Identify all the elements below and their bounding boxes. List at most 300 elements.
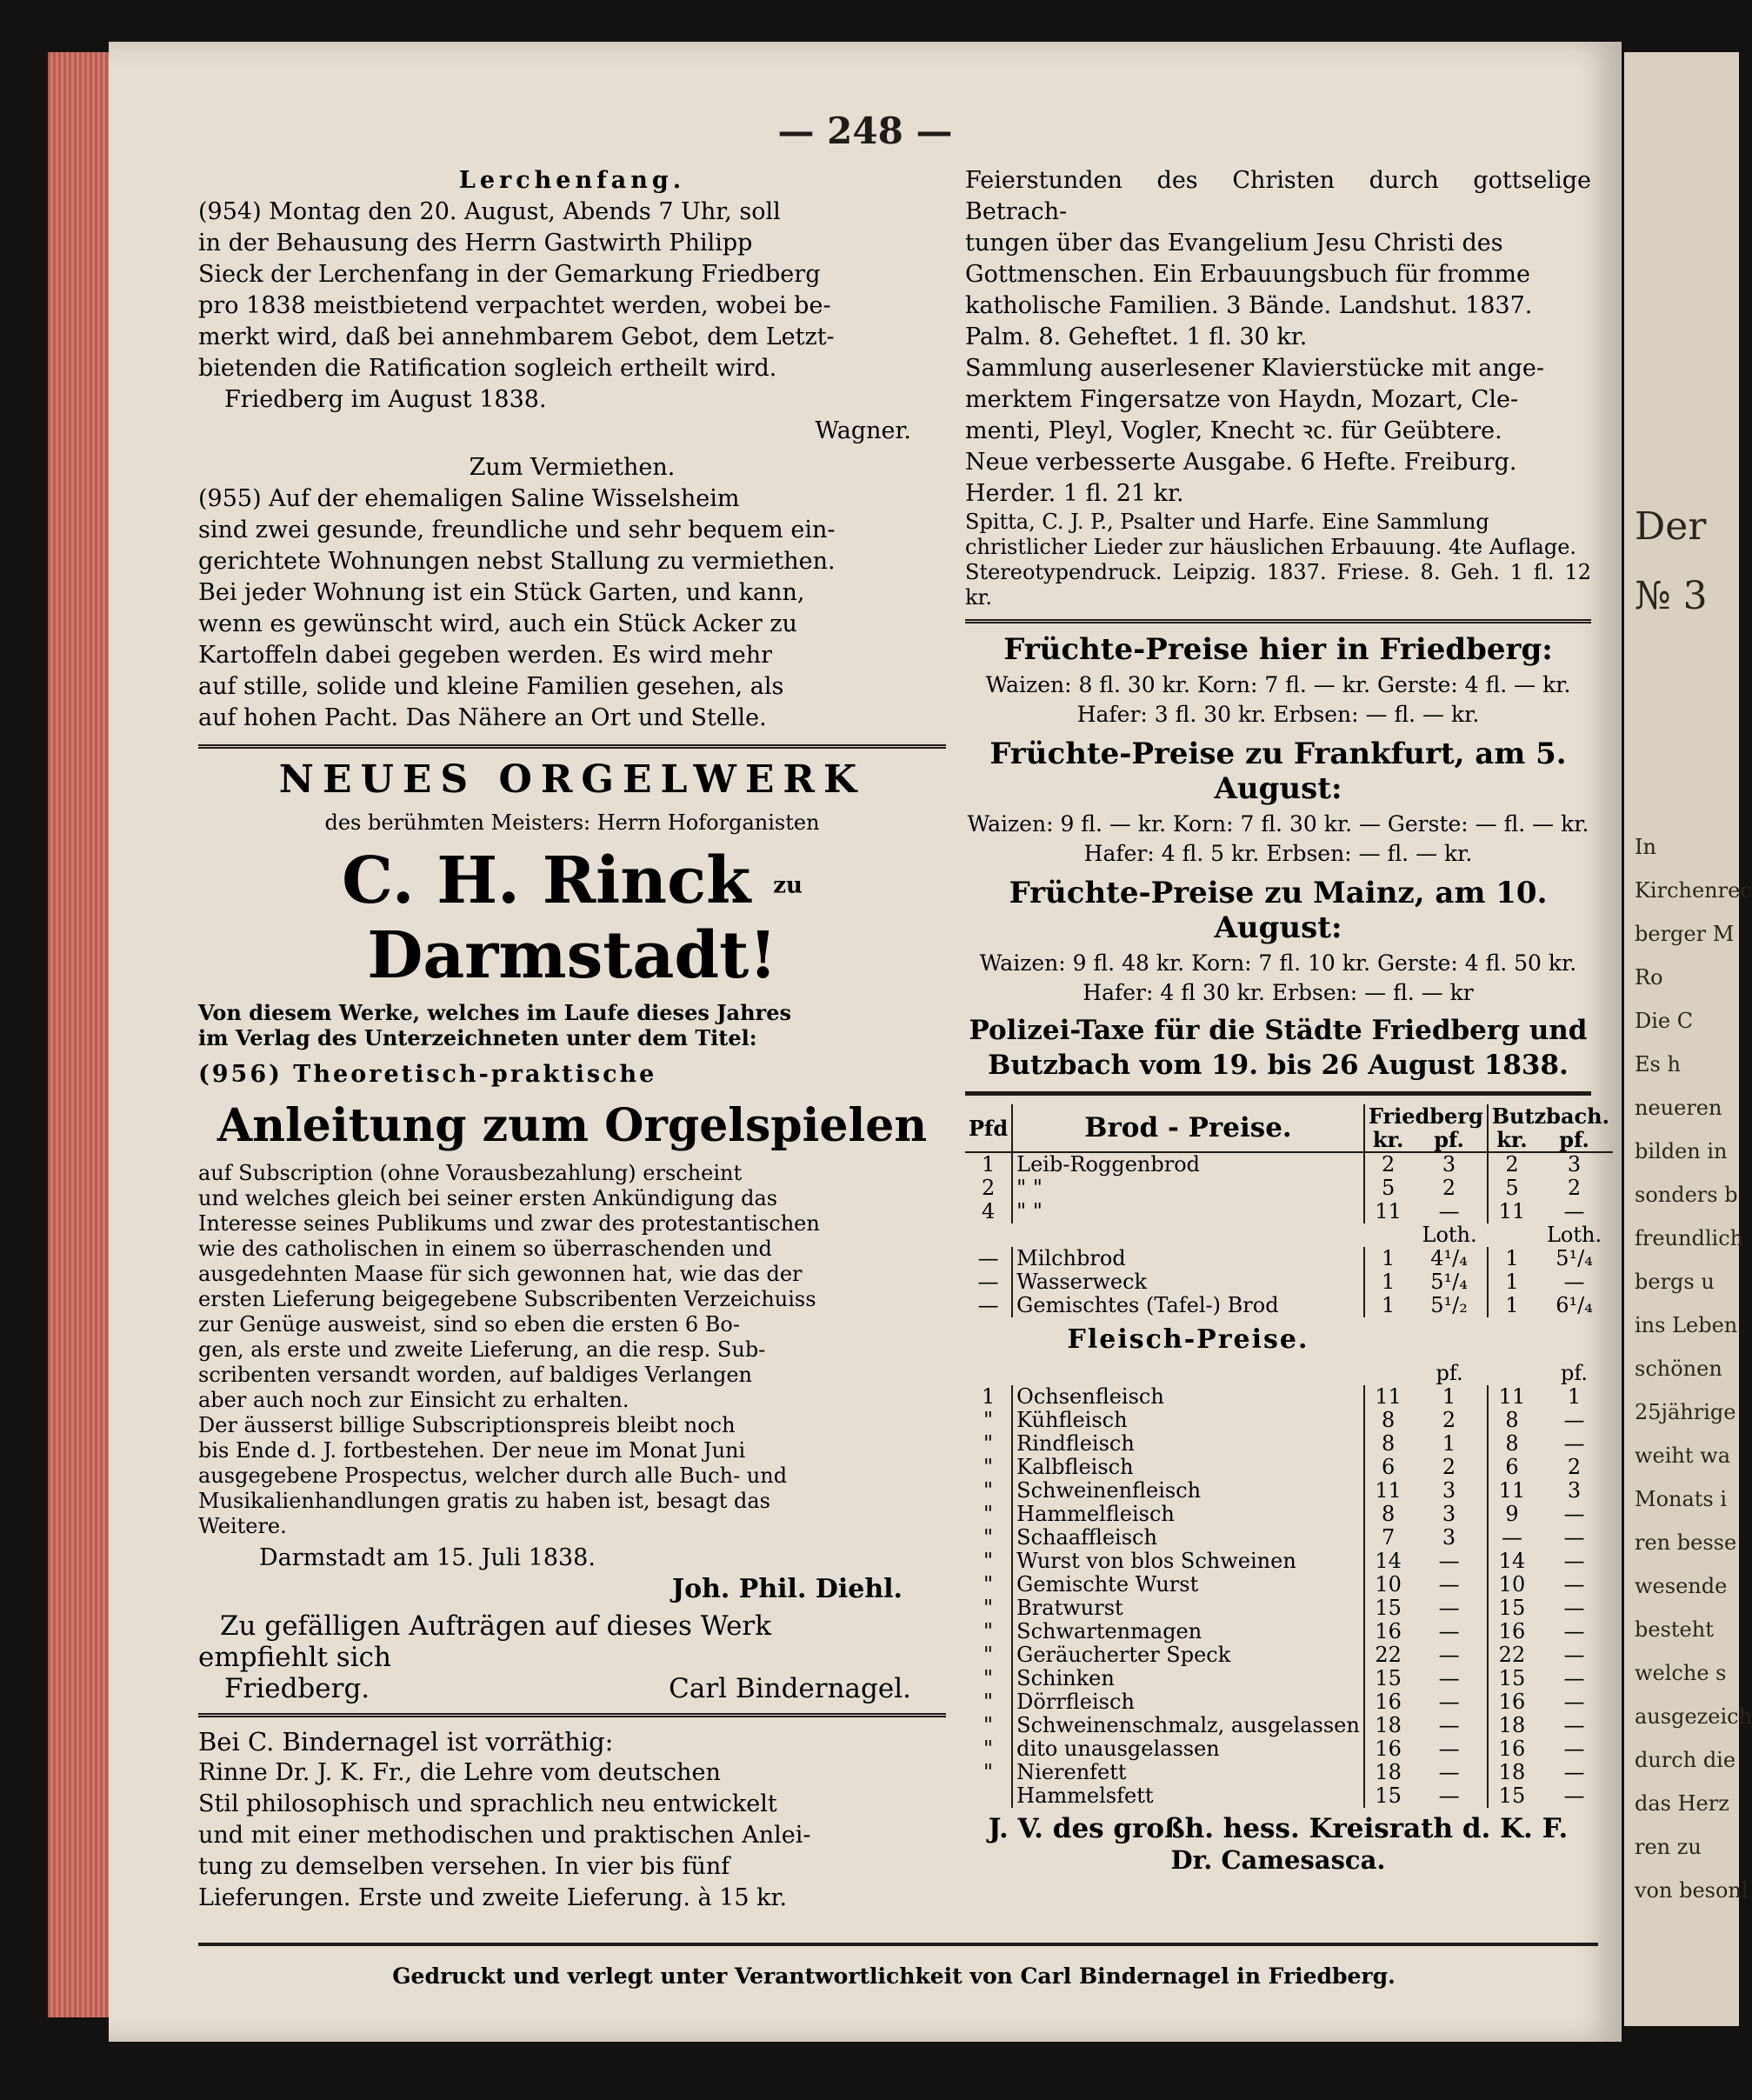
table-cell: Milchbrod xyxy=(1012,1247,1364,1270)
text-line: Der äusserst billige Subscriptionspreis bleibt noch xyxy=(198,1413,736,1437)
table-cell: — xyxy=(1411,1550,1487,1573)
table-row xyxy=(965,1177,1613,1200)
table-cell: 1 xyxy=(965,1152,1012,1177)
text-line: ausgegebene Prospectus, welcher durch alle Buch- und xyxy=(198,1463,788,1488)
table-row xyxy=(965,1294,1613,1317)
table-cell: " xyxy=(965,1761,1012,1784)
table-cell: — xyxy=(1411,1690,1487,1714)
adjacent-page-fragment: Der xyxy=(1635,504,1707,549)
col-kr: kr. xyxy=(1372,1127,1404,1152)
table-cell: " xyxy=(965,1690,1012,1714)
table-cell: 1 xyxy=(1411,1432,1487,1456)
table-cell: — xyxy=(1501,1525,1522,1550)
table-cell: Schwartenmagen xyxy=(1012,1620,1364,1643)
table-cell: 1 xyxy=(1505,1293,1519,1317)
table-row xyxy=(965,1573,1613,1597)
table-cell: — xyxy=(1411,1597,1487,1620)
table-row xyxy=(965,1479,1613,1503)
adjacent-page-fragment: № 3 xyxy=(1635,574,1708,618)
table-cell: 15 xyxy=(1498,1666,1526,1690)
table-cell: Bratwurst xyxy=(1012,1597,1364,1620)
table-row xyxy=(965,1620,1613,1643)
loth-label: Loth. xyxy=(1422,1223,1477,1247)
adjacent-page-fragment: Es h xyxy=(1635,1052,1681,1077)
table-cell: — xyxy=(1563,1525,1585,1550)
table-cell: — xyxy=(1563,1690,1585,1714)
table-cell: 1 xyxy=(1381,1270,1396,1294)
col-friedberg: Friedberg xyxy=(1364,1104,1488,1128)
table-cell: 4 xyxy=(965,1200,1012,1223)
rinck-zu: zu xyxy=(773,872,803,899)
grain-prices xyxy=(965,632,1591,1008)
adjacent-page-fragment: durch die xyxy=(1635,1748,1736,1772)
text-line: Spitta, C. J. P., Psalter und Harfe. Eine Sammlung xyxy=(965,510,1489,534)
table-cell: 4¹/₄ xyxy=(1411,1247,1487,1270)
market-prices: Waizen: 9 fl. 48 kr. Korn: 7 fl. 10 kr. Gerste: 4 fl. 50 kr. xyxy=(979,950,1577,976)
books-text xyxy=(198,1757,946,1914)
table-cell: 2 xyxy=(1411,1177,1487,1200)
orgel-recommend-line xyxy=(198,1673,946,1704)
signoff-name: Dr. Camesasca. xyxy=(1170,1845,1386,1875)
table-cell: 15 xyxy=(1498,1596,1526,1620)
text-line: sind zwei gesunde, freundliche und sehr bequem ein- xyxy=(198,517,836,543)
table-cell: — xyxy=(1563,1596,1585,1620)
adjacent-page xyxy=(1624,52,1752,2026)
text-line: Kartoffeln dabei gegeben werden. Es wird mehr xyxy=(198,642,773,669)
table-cell: " " xyxy=(1012,1200,1364,1223)
adjacent-page-fragment: 25jährige xyxy=(1635,1400,1736,1424)
orgel-signature: Joh. Phil. Diehl. xyxy=(671,1574,903,1604)
table-cell: Gemischte Wurst xyxy=(1012,1573,1364,1597)
adjacent-page-fragment: ausgezeich xyxy=(1635,1704,1752,1729)
adjacent-page-fragment: Die C xyxy=(1635,1009,1694,1033)
table-cell: 5 xyxy=(1381,1176,1396,1200)
table-cell: 5¹/₂ xyxy=(1411,1294,1487,1317)
table-cell: Schweinenfleisch xyxy=(1012,1479,1364,1503)
table-row xyxy=(965,1597,1613,1620)
table-cell: " xyxy=(965,1667,1012,1690)
table-cell: " xyxy=(965,1573,1012,1597)
table-cell: 8 xyxy=(1381,1408,1396,1432)
table-cell: Schweinenschmalz, ausgelassen xyxy=(1012,1714,1364,1737)
table-cell: Nierenfett xyxy=(1012,1761,1364,1784)
lerchenfang-signature: Wagner. xyxy=(815,417,911,444)
table-row xyxy=(965,1690,1613,1714)
text-line: Palm. 8. Geheftet. 1 fl. 30 kr. xyxy=(965,323,1308,350)
adjacent-page-fragment: Monats i xyxy=(1635,1487,1728,1511)
table-cell: 16 xyxy=(1498,1619,1526,1643)
text-line: tung zu demselben versehen. In vier bis fünf xyxy=(198,1853,730,1880)
table-cell: 6¹/₄ xyxy=(1555,1293,1593,1317)
lerchenfang-place: Friedberg im August 1838. xyxy=(224,386,547,413)
market-heading: Früchte-Preise zu Frankfurt, am 5. August: xyxy=(989,737,1567,806)
table-cell: Rindfleisch xyxy=(1012,1432,1364,1456)
pf-label: pf. xyxy=(1436,1361,1463,1385)
table-cell: 1 xyxy=(1411,1385,1487,1409)
text-line: Stereotypendruck. Leipzig. 1837. Friese. 8. Geh. 1 fl. 12 kr. xyxy=(965,560,1591,610)
market-prices: Hafer: 3 fl. 30 kr. Erbsen: — fl. — kr. xyxy=(1076,702,1480,727)
table-cell: 5¹/₄ xyxy=(1411,1270,1487,1294)
table-cell: — xyxy=(1411,1620,1487,1643)
books-continued xyxy=(965,165,1591,510)
recommend-name: Carl Bindernagel. xyxy=(669,1673,911,1704)
table-cell: Gemischtes (Tafel-) Brod xyxy=(1012,1294,1364,1317)
table-cell: 15 xyxy=(1498,1783,1526,1808)
orgel-recommend2: empfiehlt sich xyxy=(198,1642,391,1673)
table-cell: 5 xyxy=(1505,1176,1519,1200)
text-line: Von diesem Werke, welches im Laufe dieses Jahres xyxy=(198,1000,791,1025)
table-row xyxy=(965,1432,1613,1456)
table-cell: dito unausgelassen xyxy=(1012,1737,1364,1761)
adjacent-page-fragment: besteht xyxy=(1635,1617,1714,1642)
table-top-rule xyxy=(965,1091,1591,1096)
table-cell: 18 xyxy=(1375,1713,1402,1737)
text-line: aber auch noch zur Einsicht zu erhalten. xyxy=(198,1388,630,1412)
orgel-work-title: Anleitung zum Orgelspielen xyxy=(217,1099,928,1152)
text-line: im Verlag des Unterzeichneten unter dem Titel: xyxy=(198,1025,757,1050)
col-pf: pf. xyxy=(1411,1128,1487,1152)
text-line: Gottmenschen. Ein Erbauungsbuch für fromme xyxy=(965,261,1530,288)
table-cell: — xyxy=(1411,1714,1487,1737)
table-row xyxy=(965,1247,1613,1270)
table-cell: 11 xyxy=(1375,1478,1402,1503)
adjacent-page-fragment: neueren xyxy=(1635,1096,1722,1120)
table-cell: 6 xyxy=(1505,1455,1519,1479)
adjacent-page-fragment: Ro xyxy=(1635,965,1663,990)
table-cell: 3 xyxy=(1567,1152,1582,1177)
table-cell: Dörrfleisch xyxy=(1012,1690,1364,1714)
adjacent-page-fragment: welche s xyxy=(1635,1661,1727,1685)
table-cell: — xyxy=(1563,1783,1585,1808)
table-cell: — xyxy=(1411,1737,1487,1761)
text-line: und mit einer methodischen und praktischen Anlei- xyxy=(198,1822,811,1849)
table-row xyxy=(965,1526,1613,1550)
adjacent-page-fragment: ins Leben xyxy=(1635,1313,1738,1337)
table-row xyxy=(965,1784,1613,1808)
adjacent-page-fragment: schönen xyxy=(1635,1357,1722,1381)
text-line: ersten Lieferung beigegebene Subscribenten Verzeichuiss xyxy=(198,1287,816,1311)
adjacent-page-fragment: sonders b xyxy=(1635,1183,1738,1207)
table-cell: 1 xyxy=(1381,1293,1396,1317)
table-cell: 15 xyxy=(1375,1596,1402,1620)
text-line: merkt wird, daß bei annehmbarem Gebot, dem Letzt- xyxy=(198,323,835,350)
table-row xyxy=(965,1152,1613,1177)
table-row xyxy=(965,1667,1613,1690)
market-heading: Früchte-Preise zu Mainz, am 10. August: xyxy=(1009,876,1548,945)
col-brod: Brod - Preise. xyxy=(1012,1104,1364,1152)
page-number: — 248 — xyxy=(777,110,953,152)
text-line: bietenden die Ratification sogleich ertheilt wird. xyxy=(198,355,777,382)
table-cell: " xyxy=(965,1432,1012,1456)
loth-label: Loth. xyxy=(1546,1223,1602,1247)
table-cell: 6 xyxy=(1381,1455,1396,1479)
table-cell: 15 xyxy=(1375,1666,1402,1690)
table-cell: " xyxy=(965,1479,1012,1503)
table-cell: 7 xyxy=(1381,1525,1396,1550)
table-cell: " xyxy=(965,1526,1012,1550)
col-pfd: Pfd xyxy=(965,1104,1012,1152)
table-cell: 8 xyxy=(1381,1431,1396,1456)
market-prices: Hafer: 4 fl 30 kr. Erbsen: — fl. — kr xyxy=(1083,980,1474,1005)
text-line: Stil philosophisch und sprachlich neu entwickelt xyxy=(198,1790,777,1817)
table-cell: " xyxy=(965,1620,1012,1643)
text-line: auf hohen Pacht. Das Nähere an Ort und Stelle. xyxy=(198,704,767,731)
col-butzbach: Butzbach. xyxy=(1491,1103,1609,1129)
table-cell: 14 xyxy=(1375,1549,1402,1573)
table-cell: Geräucherter Speck xyxy=(1012,1643,1364,1667)
adjacent-page-fragment: wesende xyxy=(1635,1574,1728,1598)
table-cell: Hammelfleisch xyxy=(1012,1503,1364,1526)
table-cell: — xyxy=(1411,1573,1487,1597)
pf-label: pf. xyxy=(1561,1361,1589,1385)
adjacent-page-fragment: Kirchenrec xyxy=(1635,878,1752,903)
table-cell: 9 xyxy=(1505,1502,1519,1526)
lerchenfang-heading: Lerchenfang. xyxy=(458,167,686,194)
table-cell: 3 xyxy=(1411,1152,1487,1177)
market-heading: Früchte-Preise hier in Friedberg: xyxy=(1003,632,1553,667)
table-cell xyxy=(965,1784,1012,1808)
table-cell: — xyxy=(1563,1643,1585,1667)
table-cell: 5¹/₄ xyxy=(1555,1246,1593,1270)
table-cell: 11 xyxy=(1498,1384,1526,1409)
table-cell: — xyxy=(965,1247,1012,1270)
orgel-recommend: Zu gefälligen Aufträgen auf dieses Werk xyxy=(220,1610,772,1642)
market-prices: Waizen: 9 fl. — kr. Korn: 7 fl. 30 kr. — Gerste: — fl. — kr. xyxy=(967,811,1589,837)
table-cell: Schaaffleisch xyxy=(1012,1526,1364,1550)
text-line: (955) Auf der ehemaligen Saline Wisselsheim xyxy=(198,485,740,512)
table-cell: Wasserweck xyxy=(1012,1270,1364,1294)
table-cell: 8 xyxy=(1505,1431,1519,1456)
table-cell: " xyxy=(965,1409,1012,1432)
table-cell: 16 xyxy=(1498,1737,1526,1761)
table-cell: " xyxy=(965,1503,1012,1526)
table-row xyxy=(965,1503,1613,1526)
polizei-heading: Polizei-Taxe für die Städte Friedberg und Butzbach vom 19. bis 26 August 1838. xyxy=(969,1015,1588,1081)
table-cell: — xyxy=(1563,1270,1585,1294)
text-line: Bei jeder Wohnung ist ein Stück Garten, und kann, xyxy=(198,579,805,606)
adjacent-page-fragment: In xyxy=(1635,835,1656,859)
table-cell: Wurst von blos Schweinen xyxy=(1012,1550,1364,1573)
spitta-entry xyxy=(965,510,1591,610)
right-column xyxy=(965,165,1609,1876)
orgel-intro xyxy=(198,1000,946,1050)
table-cell: — xyxy=(1563,1431,1585,1456)
col-kr: kr. xyxy=(1496,1127,1528,1152)
text-line: wie des catholischen in einem so überraschenden und xyxy=(198,1237,772,1261)
table-row xyxy=(965,1456,1613,1479)
table-cell: 11 xyxy=(1498,1199,1526,1223)
table-cell: 18 xyxy=(1498,1760,1526,1784)
table-cell: — xyxy=(965,1294,1012,1317)
table-cell: 11 xyxy=(1375,1199,1402,1223)
table-cell: 1 xyxy=(1505,1246,1519,1270)
recommend-place: Friedberg. xyxy=(224,1673,370,1704)
signoff: J. V. des großh. hess. Kreisrath d. K. F. xyxy=(988,1813,1569,1844)
text-line: tungen über das Evangelium Jesu Christi des xyxy=(965,230,1503,257)
price-table xyxy=(965,1104,1613,1808)
table-cell: 3 xyxy=(1411,1503,1487,1526)
text-line: bis Ende d. J. fortbestehen. Der neue im Monat Juni xyxy=(198,1438,746,1463)
text-line: auf stille, solide und kleine Familien gesehen, als xyxy=(198,673,784,700)
table-cell: " xyxy=(965,1643,1012,1667)
table-row xyxy=(965,1385,1613,1409)
text-line: Interesse seines Publikums und zwar des protestantischen xyxy=(198,1211,820,1236)
footer-rule xyxy=(198,1943,1598,1946)
text-line: Sammlung auserlesener Klavierstücke mit ange- xyxy=(965,355,1544,382)
table-cell: " xyxy=(965,1597,1012,1620)
table-cell: 16 xyxy=(1375,1737,1402,1761)
table-cell: — xyxy=(1411,1667,1487,1690)
table-cell: — xyxy=(1411,1643,1487,1667)
table-cell: 11 xyxy=(1498,1478,1526,1503)
books-heading: Bei C. Bindernagel ist vorräthig: xyxy=(198,1727,614,1757)
fleisch-heading: Fleisch-Preise. xyxy=(1067,1324,1309,1355)
lerchenfang-text xyxy=(198,197,946,384)
table-cell: 22 xyxy=(1498,1643,1526,1667)
table-cell: 18 xyxy=(1375,1760,1402,1784)
text-line: Feierstunden des Christen durch gottselige Betrach- xyxy=(965,167,1591,225)
table-cell: 1 xyxy=(1505,1270,1519,1294)
adjacent-page-fragment: bilden in xyxy=(1635,1139,1728,1163)
table-cell: 2 xyxy=(1567,1455,1582,1479)
orgel-dateline: Darmstadt am 15. Juli 1838. xyxy=(259,1544,596,1571)
market-prices: Waizen: 8 fl. 30 kr. Korn: 7 fl. — kr. Gerste: 4 fl. — kr. xyxy=(985,672,1571,697)
text-line: Neue verbesserte Ausgabe. 6 Hefte. Freiburg. xyxy=(965,449,1517,476)
orgel-number: (956) Theoretisch-praktische xyxy=(198,1061,657,1088)
text-line: wenn es gewünscht wird, auch ein Stück Acker zu xyxy=(198,610,797,637)
text-line: pro 1838 meistbietend verpachtet werden, wobei be- xyxy=(198,292,831,319)
left-column xyxy=(198,165,946,1914)
adjacent-page-fragment: bergs u xyxy=(1635,1270,1715,1294)
table-cell: — xyxy=(1563,1760,1585,1784)
table-cell: — xyxy=(1563,1549,1585,1573)
table-cell: 8 xyxy=(1505,1408,1519,1432)
table-cell: 15 xyxy=(1375,1783,1402,1808)
adjacent-page-fragment: von besonl xyxy=(1635,1878,1749,1903)
table-cell: — xyxy=(1411,1761,1487,1784)
text-line: Rinne Dr. J. K. Fr., die Lehre vom deutschen xyxy=(198,1759,721,1786)
table-cell: " " xyxy=(1012,1177,1364,1200)
table-cell: Schinken xyxy=(1012,1667,1364,1690)
adjacent-page-fragment: das Herz xyxy=(1635,1791,1729,1816)
text-line: in der Behausung des Herrn Gastwirth Philipp xyxy=(198,230,753,257)
table-cell: — xyxy=(1411,1784,1487,1808)
table-cell: — xyxy=(1563,1713,1585,1737)
table-cell: 8 xyxy=(1381,1502,1396,1526)
text-line: ausgedehnten Maase für sich gewonnen hat, wie das der xyxy=(198,1262,803,1286)
table-cell: 16 xyxy=(1498,1690,1526,1714)
vermiethen-heading: Zum Vermiethen. xyxy=(469,454,676,481)
table-cell: — xyxy=(1563,1619,1585,1643)
text-line: und welches gleich bei seiner ersten Ankündigung das xyxy=(198,1186,778,1210)
table-cell: 2 xyxy=(1381,1152,1396,1177)
table-cell: — xyxy=(1563,1502,1585,1526)
table-cell: 3 xyxy=(1411,1526,1487,1550)
table-cell: 14 xyxy=(1498,1549,1526,1573)
table-cell: 1 xyxy=(965,1385,1012,1409)
table-cell: " xyxy=(965,1714,1012,1737)
table-cell: Kalbfleisch xyxy=(1012,1456,1364,1479)
text-line: scribenten versandt worden, auf baldiges Verlangen xyxy=(198,1363,753,1387)
table-row xyxy=(965,1550,1613,1573)
text-line: zur Genüge ausweist, sind so eben die ersten 6 Bo- xyxy=(198,1312,740,1337)
rinck-headline xyxy=(198,843,946,993)
table-cell: — xyxy=(1411,1200,1487,1223)
table-cell: Kühfleisch xyxy=(1012,1409,1364,1432)
table-cell: 1 xyxy=(1381,1246,1396,1270)
text-line: (954) Montag den 20. August, Abends 7 Uhr, soll xyxy=(198,198,781,225)
table-cell: 22 xyxy=(1375,1643,1402,1667)
text-line: auf Subscription (ohne Vorausbezahlung) erscheint xyxy=(198,1161,743,1185)
table-cell: 2 xyxy=(965,1177,1012,1200)
text-line: katholische Familien. 3 Bände. Landshut. 1837. xyxy=(965,292,1533,319)
table-cell: — xyxy=(1563,1572,1585,1597)
table-cell: — xyxy=(1563,1666,1585,1690)
adjacent-page-fragment: weiht wa xyxy=(1635,1443,1731,1468)
text-line: menti, Pleyl, Vogler, Knecht ꝛc. für Geübtere. xyxy=(965,417,1502,444)
table-cell: 2 xyxy=(1505,1152,1519,1177)
table-cell: Hammelsfett xyxy=(1012,1784,1364,1808)
rinck-name: C. H. Rinck xyxy=(342,843,751,918)
adjacent-page-fragment: berger M xyxy=(1635,922,1735,946)
table-cell: 3 xyxy=(1567,1478,1582,1503)
table-cell: — xyxy=(1563,1199,1585,1223)
orgel-body xyxy=(198,1161,946,1539)
text-line: christlicher Lieder zur häuslichen Erbauung. 4te Auflage. xyxy=(965,535,1577,559)
vermiethen-text xyxy=(198,483,946,734)
table-cell: 1 xyxy=(1567,1384,1582,1409)
table-cell: 16 xyxy=(1375,1619,1402,1643)
table-row xyxy=(965,1761,1613,1784)
table-cell: — xyxy=(1563,1737,1585,1761)
table-cell: 3 xyxy=(1411,1479,1487,1503)
table-cell: 10 xyxy=(1375,1572,1402,1597)
table-cell: 18 xyxy=(1498,1713,1526,1737)
section-divider xyxy=(198,1713,946,1717)
table-row xyxy=(965,1200,1613,1223)
market-prices: Hafer: 4 fl. 5 kr. Erbsen: — fl. — kr. xyxy=(1083,841,1473,866)
table-cell: 2 xyxy=(1411,1456,1487,1479)
table-cell: 10 xyxy=(1498,1572,1526,1597)
imprint-footer: Gedruckt und verlegt unter Verantwortlichkeit von Carl Bindernagel in Friedberg. xyxy=(392,1963,1396,1989)
section-divider xyxy=(198,744,946,749)
col-pf: pf. xyxy=(1559,1127,1589,1152)
text-line: Lieferungen. Erste und zweite Lieferung. à 15 kr. xyxy=(198,1884,788,1911)
table-cell: 11 xyxy=(1375,1384,1402,1409)
adjacent-page-fragment: ren zu xyxy=(1635,1835,1702,1859)
table-row xyxy=(965,1714,1613,1737)
adjacent-page-fragment: freundlich xyxy=(1635,1226,1744,1250)
text-line: Sieck der Lerchenfang in der Gemarkung Friedberg xyxy=(198,261,821,288)
table-cell: Ochsenfleisch xyxy=(1012,1385,1364,1409)
text-line: gerichtete Wohnungen nebst Stallung zu vermiethen. xyxy=(198,548,836,575)
table-row xyxy=(965,1643,1613,1667)
table-cell: 2 xyxy=(1411,1409,1487,1432)
table-cell: " xyxy=(965,1456,1012,1479)
table-cell: " xyxy=(965,1737,1012,1761)
orgel-subtitle: des berühmten Meisters: Herrn Hoforganisten xyxy=(324,810,820,835)
table-cell: 2 xyxy=(1567,1176,1582,1200)
text-line: Herder. 1 fl. 21 kr. xyxy=(965,480,1184,507)
text-line: merktem Fingersatze von Haydn, Mozart, Cle- xyxy=(965,386,1519,413)
table-cell: — xyxy=(965,1270,1012,1294)
table-row xyxy=(965,1409,1613,1432)
table-row xyxy=(965,1270,1613,1294)
text-line: gen, als erste und zweite Lieferung, an die resp. Sub- xyxy=(198,1337,766,1362)
table-row xyxy=(965,1737,1613,1761)
text-line: Musikalienhandlungen gratis zu haben ist, besagt das xyxy=(198,1489,770,1513)
orgel-title: NEUES ORGELWERK xyxy=(278,757,866,802)
